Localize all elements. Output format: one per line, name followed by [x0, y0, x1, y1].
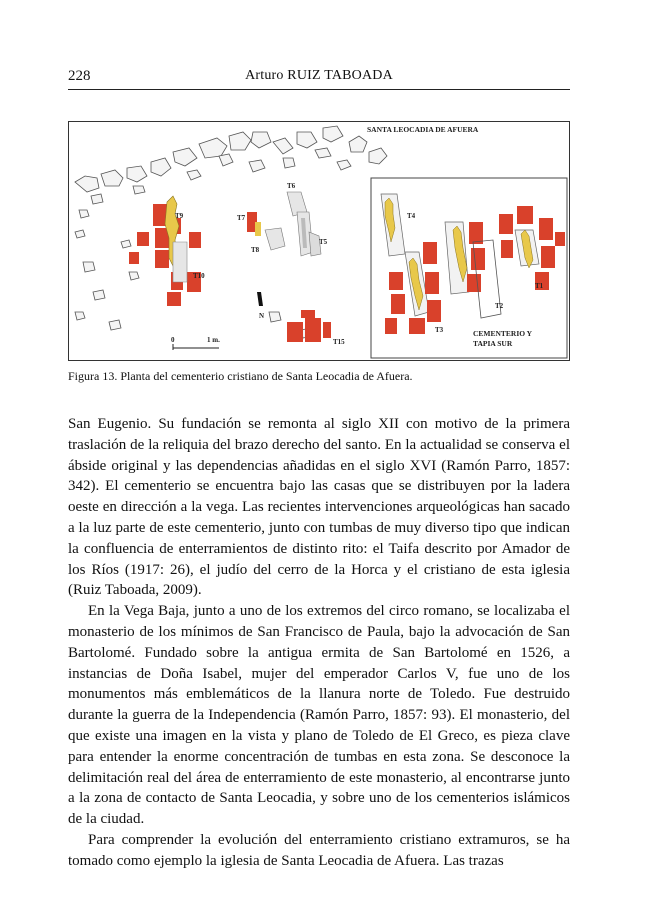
figure-plan: [68, 121, 570, 361]
scale-bar: [171, 336, 220, 350]
paragraph-1: San Eugenio. Su fundación se remonta al siglo XII con motivo de la primera traslación de la reliquia del brazo derecho del santo. En la actualidad se conserva el ábside original y las dependencias añadidas en el siglo XVI (Ramón Parro, 1857: 342). El cementerio se encuentra bajo las casas que se distribuyen por la ladera oeste en dirección a la vega. Las recientes intervenciones arqueológicas han sacado a la luz parte de este cementerio, junto con tumbas de muy diverso tipo que indican la confluencia de enterramientos de distinto rito: el Taifa descrito por Amador de los Ríos (1917: 26), el judío del cerro de la Horca y el cristiano de esta iglesia (Ruiz Taboada, 2009).: [68, 416, 570, 599]
inset-label-line2: TAPIA SUR: [473, 339, 513, 348]
inset-frame: [371, 178, 567, 358]
tomb-group-left: [129, 196, 201, 306]
paragraph-2: En la Vega Baja, junto a uno de los extremos del circo romano, se localizaba el monasterio de los mínimos de San Francisco de Paula, bajo la advocación de San Bartolomé. Fundado sobre la antigua ermita de San Bartolomé en 1526, a instancias de Doña Isabel, mujer del emperador Carlos V, fue uno de los monumentos más emblemáticos de la llanura norte de Toledo. Fue destruido durante la guerra de la Independencia (Ramón Parro, 1857: 93). El monasterio, del que existe una imagen en la vista y plano de Toledo de El Greco, es pieza clave para entender la enorme concentración de tumbas en esta zona. Se desconoce la delimitación real del área de enterramiento de este monasterio, al encontrarse junto a la zona de contacto de Santa Leocadia, y sobre uno de los cementerios islámicos de la ciudad.: [68, 603, 570, 828]
page-number: 228: [68, 68, 91, 84]
tomb-label-t7: T7: [237, 214, 246, 222]
inset-label-line1: CEMENTERIO Y: [473, 329, 533, 338]
body-text: [68, 414, 570, 872]
plan-title-label: SANTA LEOCADIA DE AFUERA: [367, 125, 479, 134]
tomb-label-t15: T15: [333, 338, 345, 346]
scale-one-label: 1 m.: [207, 336, 220, 344]
tomb-label-t6: T6: [287, 182, 296, 190]
north-label: N: [259, 312, 265, 320]
cemetery-plan-drawing: [69, 122, 569, 360]
scale-zero-label: 0: [171, 336, 175, 344]
paragraph-3: Para comprender la evolución del enterramiento cristiano extramuros, se ha tomado como ejemplo la iglesia de Santa Leocadia de Afuera. Las trazas: [68, 831, 570, 869]
running-head: Arturo RUIZ TABOADA: [245, 68, 393, 83]
tomb-label-t10: T10: [193, 272, 205, 280]
tomb-label-t9: T9: [175, 212, 184, 220]
tomb-label-t2: T2: [495, 302, 504, 310]
north-arrow-icon: [257, 292, 264, 320]
tomb-label-t1: T1: [535, 282, 544, 290]
tomb-label-t5: T5: [319, 238, 328, 246]
tomb-label-t4: T4: [407, 212, 416, 220]
tomb-label-t8: T8: [251, 246, 260, 254]
stone-outlines: [75, 126, 387, 338]
page-header: [68, 64, 570, 90]
figure-caption: Figura 13. Planta del cementerio cristiano de Santa Leocadia de Afuera.: [68, 369, 413, 383]
tomb-label-t3: T3: [435, 326, 444, 334]
